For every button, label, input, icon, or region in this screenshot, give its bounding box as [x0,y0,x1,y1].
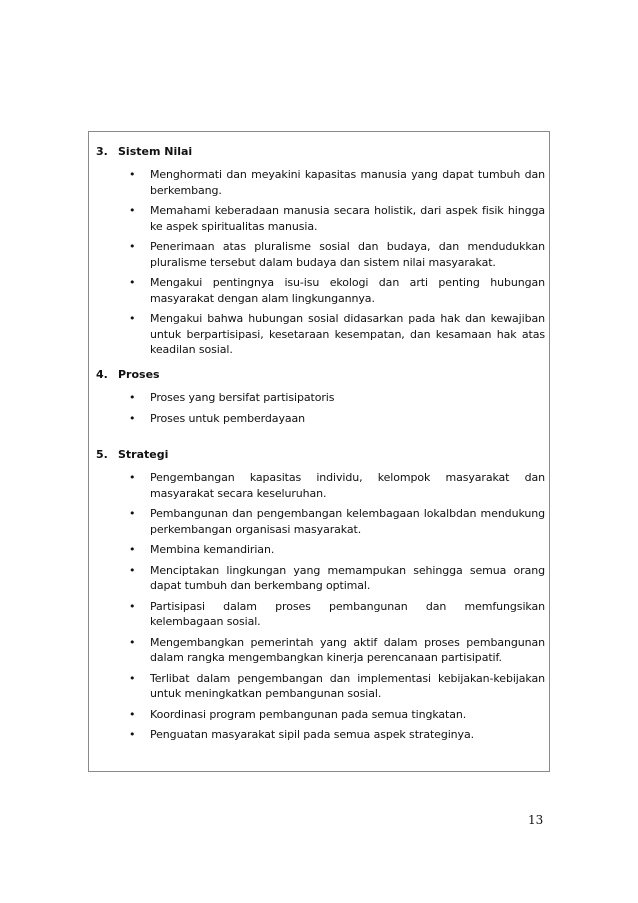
list-item [118,727,545,743]
list-item [118,542,545,558]
list-item [118,470,545,501]
list-item-text: Terlibat dalam pengembangan dan implementasi kebijakan-kebijakan untuk meningkatkan pembangunan sosial. [150,671,545,700]
list-item-text: Proses yang bersifat partisipatoris [150,391,335,404]
section-number: 3. [96,145,108,158]
bullet-icon: • [129,471,136,484]
bullet-icon: • [129,671,136,685]
bullet-icon: • [129,635,136,649]
bullet-icon: • [129,276,136,289]
list-item-text: Proses untuk pemberdayaan [150,411,306,425]
bullet-icon: • [129,411,136,425]
bullet-icon: • [129,240,136,253]
section-number: 5. [96,448,108,461]
bullet-icon: • [129,204,136,217]
list-item-text: Penguatan masyarakat sipil pada semua aspek strateginya. [150,728,475,741]
bullet-icon: • [129,391,136,404]
list-item-text: Mengakui pentingnya isu-isu ekologi dan arti penting hubungan masyarakat dengan alam lingkungannya. [150,276,545,305]
content-box [88,131,550,772]
bullet-icon: • [129,563,136,577]
list-item [118,707,545,723]
list-item [118,203,545,234]
bullet-icon: • [129,543,136,556]
list-item [118,167,545,198]
list-item [118,275,545,306]
list-item-text: Menciptakan lingkungan yang memampukan sehingga semua orang dapat tumbuh dan berkembang optimal. [150,563,545,592]
section-list [118,470,545,748]
section-list [118,390,545,431]
list-item [118,563,545,594]
list-item-text: Partisipasi dalam proses pembangunan dan memfungsikan kelembagaan sosial. [150,599,545,628]
list-item-text: Menghormati dan meyakini kapasitas manusia yang dapat tumbuh dan berkembang. [150,168,545,197]
list-item-text: Penerimaan atas pluralisme sosial dan budaya, dan mendudukkan pluralisme tersebut dalam budaya dan sistem nilai masyarakat. [150,240,545,269]
bullet-icon: • [129,728,136,741]
list-item [118,506,545,537]
bullet-icon: • [129,599,136,613]
list-item-text: Mengembangkan pemerintah yang aktif dalam proses pembangunan dalam rangka mengembangkan kinerja perencanaan partisipatif. [150,635,545,664]
list-item-text: Memahami keberadaan manusia secara holistik, dari aspek fisik hingga ke aspek spiritualitas manusia. [150,204,545,233]
bullet-icon: • [129,312,136,325]
list-item [118,599,545,630]
section-heading: Sistem Nilai [118,145,193,158]
bullet-icon: • [129,707,136,721]
list-item [118,311,545,358]
list-item [118,671,545,702]
list-item [118,411,545,427]
page-number: 13 [528,813,544,827]
list-item-text: Membina kemandirian. [150,543,275,556]
list-item-text: Mengakui bahwa hubungan sosial didasarkan pada hak dan kewajiban untuk berpartisipasi, kesetaraan kesempatan, dan kesamaan hak atas keadilan sosial. [150,312,545,356]
bullet-icon: • [129,507,136,520]
list-item-text: Pengembangan kapasitas individu, kelompok masyarakat dan masyarakat secara keseluruhan. [150,471,545,500]
bullet-icon: • [129,168,136,181]
section-heading: Proses [118,368,160,381]
list-item [118,635,545,666]
section-number: 4. [96,368,108,381]
section-list [118,167,545,363]
list-item [118,390,545,406]
section-heading: Strategi [118,448,169,461]
list-item-text: Pembangunan dan pengembangan kelembagaan lokalbdan mendukung perkembangan organisasi masyarakat. [150,507,545,536]
list-item-text: Koordinasi program pembangunan pada semua tingkatan. [150,707,467,721]
list-item [118,239,545,270]
